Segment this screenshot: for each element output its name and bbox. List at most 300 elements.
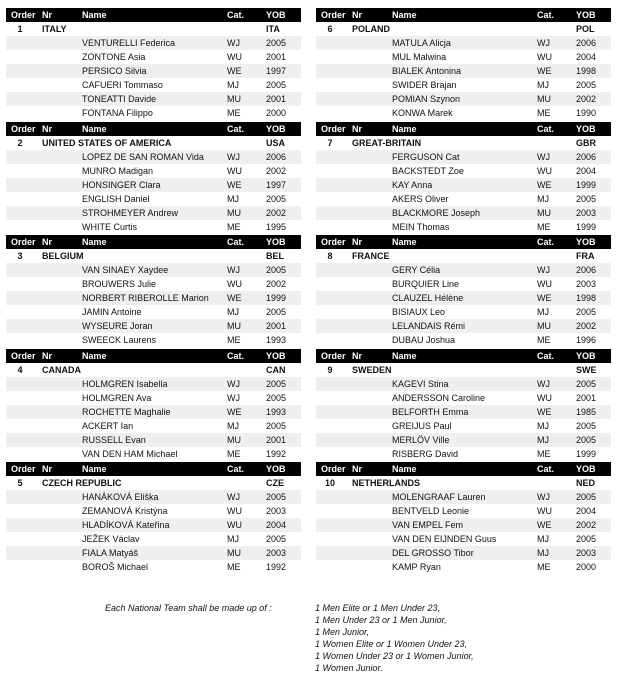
rider-row	[6, 92, 301, 106]
rider-name: SWIDER Brajan	[392, 80, 457, 90]
rider-row	[6, 305, 301, 319]
rider-category: ME	[537, 108, 551, 118]
rider-category: ME	[227, 108, 241, 118]
rider-category: WJ	[227, 38, 240, 48]
team-country: CANADA	[42, 364, 81, 375]
header-name: Name	[82, 123, 107, 134]
rider-row	[6, 333, 301, 347]
team-country: ITALY	[42, 24, 67, 34]
rider-category: WU	[227, 520, 242, 530]
rider-row	[6, 518, 301, 532]
team-row	[316, 476, 611, 490]
table-header-row	[6, 349, 301, 363]
rider-row	[316, 106, 611, 120]
rider-row	[316, 377, 611, 391]
rider-name: FONTANA Filippo	[82, 108, 153, 118]
team-block	[6, 235, 301, 347]
rider-name: VENTURELLI Federica	[82, 38, 176, 48]
team-row	[6, 363, 301, 377]
team-country: SWEDEN	[352, 364, 392, 375]
rider-name: LELANDAIS Rémi	[392, 321, 466, 331]
header-yob: YOB	[576, 350, 596, 361]
rider-yob: 2005	[266, 378, 287, 389]
rider-category: WJ	[227, 151, 240, 162]
rider-category: WU	[227, 279, 242, 289]
rider-category: MU	[227, 207, 241, 218]
rider-name: BOROŠ Michael	[82, 562, 149, 572]
rider-row	[6, 36, 301, 50]
rider-yob: 2003	[266, 506, 287, 516]
rider-row	[6, 206, 301, 220]
rider-row	[6, 546, 301, 560]
header-order: Order	[321, 464, 346, 474]
rider-row	[316, 305, 611, 319]
rider-category: ME	[537, 448, 551, 459]
header-yob: YOB	[576, 237, 596, 247]
header-nr: Nr	[42, 10, 53, 20]
rider-category: WU	[537, 165, 552, 176]
team-row	[6, 22, 301, 36]
rider-name: MATULA Alicja	[392, 38, 451, 48]
rider-yob: 2001	[266, 52, 287, 62]
rider-row	[6, 106, 301, 120]
rider-yob: 1992	[266, 562, 287, 572]
team-order: 7	[327, 137, 333, 148]
team-block	[6, 8, 301, 120]
rider-name: BURQUIER Line	[392, 279, 460, 289]
team-order: 10	[324, 478, 335, 488]
rider-row	[316, 391, 611, 405]
rider-name: BACKSTEDT Zoe	[392, 165, 464, 176]
rider-row	[6, 391, 301, 405]
rider-name: JEŽEK Václav	[82, 534, 140, 544]
header-yob: YOB	[266, 237, 286, 247]
rider-yob: 2005	[576, 534, 597, 544]
header-yob: YOB	[576, 10, 596, 20]
rider-category: WU	[537, 392, 552, 403]
rider-category: MJ	[227, 534, 239, 544]
rider-name: BENTVELD Leonie	[392, 506, 470, 516]
rider-name: ANDERSSON Caroline	[392, 392, 486, 403]
rider-row	[316, 419, 611, 433]
rider-row	[6, 560, 301, 574]
rider-yob: 1997	[266, 179, 287, 190]
rider-yob: 1993	[266, 406, 287, 417]
team-country: UNITED STATES OF AMERICA	[42, 137, 172, 148]
team-country: NETHERLANDS	[352, 478, 421, 488]
rider-name: MUL Malwina	[392, 52, 447, 62]
rider-yob: 1990	[576, 108, 597, 118]
rider-yob: 2002	[576, 94, 597, 104]
rider-name: SWEECK Laurens	[82, 335, 157, 345]
header-yob: YOB	[266, 350, 286, 361]
rider-name: ZEMANOVÁ Kristýna	[82, 506, 168, 516]
header-order: Order	[321, 350, 346, 361]
rider-row	[316, 490, 611, 504]
rider-category: WJ	[537, 492, 550, 502]
team-code: SWE	[576, 364, 597, 375]
rider-name: KAGEVI Stina	[392, 378, 449, 389]
header-order: Order	[11, 237, 36, 247]
rider-name: LOPEZ DE SAN ROMAN Vida	[82, 151, 204, 162]
footer-rule-line: 1 Women Junior.	[315, 663, 383, 673]
rider-yob: 2006	[266, 151, 287, 162]
rider-name: MERLÖV Ville	[392, 434, 450, 445]
rider-category: MU	[227, 94, 241, 104]
header-order: Order	[321, 10, 346, 20]
rider-row	[6, 419, 301, 433]
rider-category: ME	[537, 562, 551, 572]
rider-yob: 2002	[266, 165, 287, 176]
rider-row	[6, 405, 301, 419]
header-name: Name	[392, 350, 417, 361]
rider-yob: 2006	[576, 38, 597, 48]
rider-category: MJ	[537, 80, 549, 90]
team-order: 8	[327, 251, 333, 261]
rider-category: MU	[227, 548, 241, 558]
rider-row	[6, 220, 301, 234]
team-country: BELGIUM	[42, 251, 84, 261]
rider-name: GREIJUS Paul	[392, 420, 452, 431]
team-country: GREAT-BRITAIN	[352, 137, 422, 148]
rider-category: MU	[227, 434, 241, 445]
rider-category: WE	[537, 179, 552, 190]
rider-row	[6, 263, 301, 277]
team-code: CAN	[266, 364, 286, 375]
rider-yob: 2006	[576, 265, 597, 275]
rider-category: ME	[227, 562, 241, 572]
rider-category: WJ	[227, 492, 240, 502]
rider-name: KAY Anna	[392, 179, 433, 190]
rider-category: MJ	[537, 193, 549, 204]
rider-category: WU	[227, 506, 242, 516]
rider-name: CLAUZEL Hélène	[392, 293, 464, 303]
rider-category: WE	[227, 179, 242, 190]
rider-yob: 1995	[266, 221, 287, 232]
team-code: FRA	[576, 251, 595, 261]
rider-row	[316, 405, 611, 419]
header-nr: Nr	[42, 237, 53, 247]
rider-row	[316, 518, 611, 532]
table-header-row	[6, 235, 301, 249]
team-row	[6, 476, 301, 490]
header-yob: YOB	[266, 10, 286, 20]
rider-yob: 1997	[266, 66, 287, 76]
header-cat: Cat.	[537, 350, 555, 361]
team-order: 2	[17, 137, 23, 148]
rider-row	[6, 150, 301, 164]
team-block	[6, 122, 301, 234]
rider-row	[316, 50, 611, 64]
team-order: 5	[17, 478, 23, 488]
rider-category: MU	[537, 321, 551, 331]
rider-name: JAMIN Antoine	[82, 307, 142, 317]
rider-row	[6, 319, 301, 333]
team-code: POL	[576, 24, 595, 34]
rider-yob: 2005	[576, 307, 597, 317]
rider-yob: 2005	[576, 80, 597, 90]
team-row	[316, 249, 611, 263]
rider-yob: 2004	[576, 165, 597, 176]
rider-yob: 2001	[266, 434, 287, 445]
team-order: 9	[327, 364, 333, 375]
team-order: 6	[327, 24, 333, 34]
header-cat: Cat.	[537, 464, 555, 474]
table-header-row	[6, 462, 301, 476]
team-block	[6, 462, 301, 574]
rider-row	[316, 277, 611, 291]
table-header-row	[316, 122, 611, 136]
rider-yob: 2002	[576, 520, 597, 530]
rider-row	[6, 178, 301, 192]
rider-row	[316, 220, 611, 234]
rider-name: TONEATTI Davide	[82, 94, 157, 104]
rider-yob: 2005	[266, 307, 287, 317]
footer-rule-line: 1 Men Under 23 or 1 Men Junior,	[315, 615, 447, 625]
rider-row	[316, 333, 611, 347]
rider-category: ME	[227, 221, 241, 232]
rider-category: WE	[227, 293, 242, 303]
rider-category: ME	[227, 335, 241, 345]
rider-category: MU	[537, 207, 551, 218]
rider-row	[316, 78, 611, 92]
rider-category: WJ	[537, 378, 550, 389]
rider-name: VAN DEN HAM Michael	[82, 448, 178, 459]
rider-row	[6, 64, 301, 78]
rider-category: WU	[537, 506, 552, 516]
rider-category: ME	[537, 221, 551, 232]
rider-name: STROHMEYER Andrew	[82, 207, 179, 218]
header-cat: Cat.	[227, 464, 245, 474]
rider-yob: 2005	[266, 534, 287, 544]
rider-name: KAMP Ryan	[392, 562, 441, 572]
header-cat: Cat.	[537, 123, 555, 134]
rider-name: VAN DEN EIJNDEN Guus	[392, 534, 497, 544]
header-nr: Nr	[352, 464, 363, 474]
rider-category: MJ	[227, 193, 239, 204]
rider-category: WE	[537, 293, 552, 303]
rider-name: NORBERT RIBEROLLE Marion	[82, 293, 209, 303]
rider-row	[316, 532, 611, 546]
rider-category: WJ	[537, 151, 550, 162]
team-country: POLAND	[352, 24, 390, 34]
rider-yob: 2003	[576, 207, 597, 218]
rider-row	[316, 36, 611, 50]
rider-category: WU	[537, 52, 552, 62]
rider-yob: 1998	[576, 66, 597, 76]
rider-category: WE	[227, 66, 242, 76]
rider-row	[316, 291, 611, 305]
rider-yob: 2000	[266, 108, 287, 118]
header-order: Order	[321, 237, 346, 247]
rider-row	[6, 277, 301, 291]
rider-yob: 2002	[266, 279, 287, 289]
rider-row	[316, 206, 611, 220]
rider-yob: 2004	[576, 52, 597, 62]
footer-intro: Each National Team shall be made up of :	[105, 603, 272, 613]
rider-name: POMIAN Szynon	[392, 94, 461, 104]
rider-name: HOLMGREN Isabella	[82, 378, 168, 389]
rider-name: DUBAU Joshua	[392, 335, 456, 345]
rider-yob: 2005	[266, 265, 287, 275]
table-header-row	[316, 349, 611, 363]
rider-yob: 2004	[576, 506, 597, 516]
rider-category: MJ	[537, 307, 549, 317]
rider-name: BIALEK Antonina	[392, 66, 462, 76]
team-row	[316, 136, 611, 150]
footer-rule-line: 1 Women Under 23 or 1 Women Junior,	[315, 651, 474, 661]
rider-category: WE	[537, 406, 552, 417]
rider-yob: 2005	[266, 492, 287, 502]
rider-name: DEL GROSSO Tibor	[392, 548, 474, 558]
team-block	[316, 235, 611, 347]
rider-yob: 2005	[576, 434, 597, 445]
rider-category: WE	[227, 406, 242, 417]
rider-row	[316, 192, 611, 206]
rider-category: WU	[227, 52, 242, 62]
header-yob: YOB	[576, 464, 596, 474]
rider-yob: 2005	[266, 420, 287, 431]
rider-yob: 2004	[266, 520, 287, 530]
team-country: CZECH REPUBLIC	[42, 478, 122, 488]
table-header-row	[316, 235, 611, 249]
rider-category: ME	[227, 448, 241, 459]
rider-row	[6, 377, 301, 391]
rider-name: WHITE Curtis	[82, 221, 137, 232]
rider-name: GERY Célia	[392, 265, 441, 275]
rider-name: BROUWERS Julie	[82, 279, 157, 289]
rider-name: BISIAUX Leo	[392, 307, 446, 317]
rider-yob: 1999	[266, 293, 287, 303]
rider-row	[6, 78, 301, 92]
team-code: BEL	[266, 251, 284, 261]
rider-name: BELFORTH Emma	[392, 406, 469, 417]
team-row	[316, 363, 611, 377]
rider-name: HONSINGER Clara	[82, 179, 161, 190]
team-code: NED	[576, 478, 596, 488]
team-order: 1	[17, 24, 23, 34]
rider-name: MUNRO Madigan	[82, 165, 154, 176]
team-code: USA	[266, 137, 286, 148]
header-yob: YOB	[266, 464, 286, 474]
header-yob: YOB	[576, 123, 596, 134]
rider-row	[316, 150, 611, 164]
rider-name: HANÁKOVÁ Eliška	[82, 492, 159, 502]
header-name: Name	[392, 237, 417, 247]
header-nr: Nr	[352, 10, 363, 20]
table-header-row	[6, 8, 301, 22]
team-country: FRANCE	[352, 251, 390, 261]
rider-category: MU	[227, 321, 241, 331]
rider-row	[6, 490, 301, 504]
rider-yob: 1993	[266, 335, 287, 345]
rider-row	[316, 64, 611, 78]
rider-yob: 2003	[576, 279, 597, 289]
header-nr: Nr	[42, 464, 53, 474]
rider-yob: 1998	[576, 293, 597, 303]
rider-row	[316, 560, 611, 574]
rider-category: MU	[537, 94, 551, 104]
header-order: Order	[321, 123, 346, 134]
rider-yob: 2005	[266, 80, 287, 90]
rider-name: RUSSELL Evan	[82, 434, 146, 445]
rider-category: MJ	[537, 434, 549, 445]
header-order: Order	[11, 10, 36, 20]
rider-yob: 2006	[576, 151, 597, 162]
rider-category: WJ	[537, 265, 550, 275]
header-nr: Nr	[42, 123, 53, 134]
rider-category: WJ	[537, 38, 550, 48]
rider-name: ROCHETTE Maghalie	[82, 406, 171, 417]
rider-name: KONWA Marek	[392, 108, 453, 118]
rider-category: ME	[537, 335, 551, 345]
rider-row	[6, 433, 301, 447]
team-row	[6, 136, 301, 150]
rider-yob: 1996	[576, 335, 597, 345]
rider-name: WYSEURE Joran	[82, 321, 153, 331]
rider-yob: 2001	[266, 94, 287, 104]
rider-category: MJ	[227, 80, 239, 90]
rider-category: MJ	[227, 420, 239, 431]
rider-yob: 1999	[576, 179, 597, 190]
rider-name: MOLENGRAAF Lauren	[392, 492, 486, 502]
header-cat: Cat.	[227, 350, 245, 361]
team-block	[316, 8, 611, 120]
rider-name: RISBERG David	[392, 448, 459, 459]
team-order: 4	[17, 364, 23, 375]
rider-row	[316, 546, 611, 560]
rider-yob: 2005	[576, 492, 597, 502]
rider-yob: 2003	[576, 548, 597, 558]
rider-name: ZONTONE Asia	[82, 52, 146, 62]
footer-rule-line: 1 Men Junior,	[315, 627, 370, 637]
rider-category: MJ	[537, 534, 549, 544]
rider-name: ACKERT Ian	[82, 420, 134, 431]
rider-row	[6, 291, 301, 305]
header-name: Name	[392, 123, 417, 134]
rider-name: CAFUERI Tommaso	[82, 80, 163, 90]
rider-yob: 2002	[576, 321, 597, 331]
rider-yob: 2001	[266, 321, 287, 331]
rider-name: VAN SINAEY Xaydee	[82, 265, 169, 275]
rider-yob: 2005	[266, 38, 287, 48]
table-header-row	[316, 462, 611, 476]
header-order: Order	[11, 123, 36, 134]
rider-name: FERGUSON Cat	[392, 151, 460, 162]
footer-rule-line: 1 Women Elite or 1 Women Under 23,	[315, 639, 468, 649]
team-row	[316, 22, 611, 36]
rider-name: MEIN Thomas	[392, 221, 450, 232]
rider-name: FIALA Matyáš	[82, 548, 139, 558]
rider-yob: 2005	[576, 378, 597, 389]
rider-name: PERSICO Silvia	[82, 66, 147, 76]
header-nr: Nr	[352, 350, 363, 361]
rider-category: WE	[537, 66, 552, 76]
rider-category: WJ	[227, 392, 240, 403]
rider-row	[316, 178, 611, 192]
rider-category: WJ	[227, 378, 240, 389]
team-block	[316, 122, 611, 234]
rider-row	[6, 192, 301, 206]
rider-category: MJ	[537, 420, 549, 431]
rider-name: BLACKMORE Joseph	[392, 207, 481, 218]
team-code: GBR	[576, 137, 596, 148]
rider-row	[316, 263, 611, 277]
header-name: Name	[82, 10, 107, 20]
rider-yob: 1985	[576, 406, 597, 417]
rider-row	[6, 532, 301, 546]
rider-yob: 1999	[576, 448, 597, 459]
